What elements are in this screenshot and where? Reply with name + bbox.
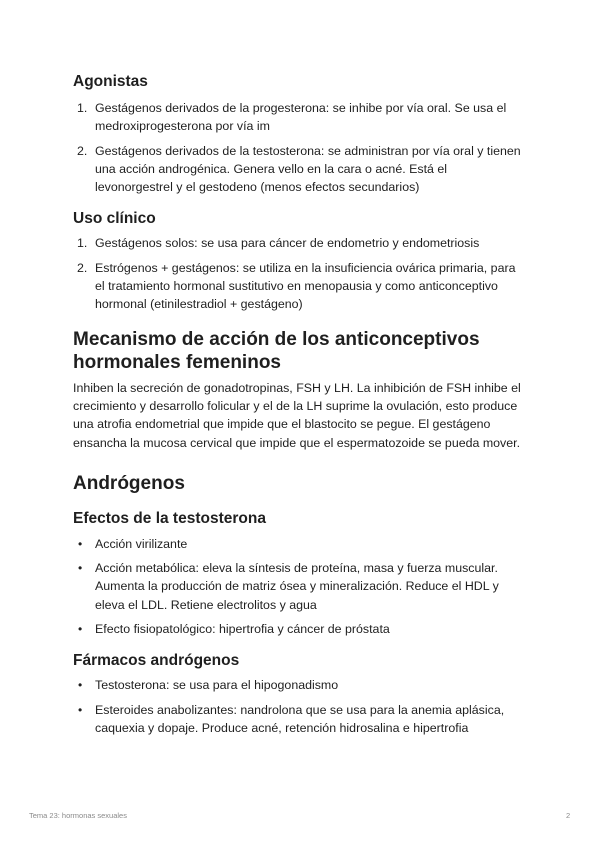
list-item-text: Acción virilizante xyxy=(95,536,188,551)
list-item xyxy=(73,259,528,314)
list-item-text: Estrógenos + gestágenos: se utiliza en la insuficiencia ovárica primaria, para el tratamiento hormonal sustitutivo en menopausia y como anticonceptivo hormonal (etinilestradiol + gestágeno) xyxy=(95,260,516,312)
list-uso-clinico xyxy=(73,234,528,313)
list-farmacos xyxy=(73,676,528,737)
list-agonistas xyxy=(73,99,528,196)
list-item xyxy=(73,535,528,553)
list-item xyxy=(73,676,528,694)
bullet-icon: • xyxy=(78,622,83,637)
list-efectos xyxy=(73,535,528,638)
bullet-icon: • xyxy=(78,678,83,693)
list-number: 1. xyxy=(77,101,88,115)
list-item xyxy=(73,99,528,136)
list-number: 2. xyxy=(77,260,88,275)
heading-androgenos: Andrógenos xyxy=(73,472,185,494)
list-item-text: Gestágenos derivados de la testosterona: se administran por vía oral y tienen una acción androgénica. Genera vello en la cara o acné. Está el levonorgestrel y el gestodeno (menos efectos secundarios) xyxy=(95,143,521,195)
list-item-text: Acción metabólica: eleva la síntesis de proteína, masa y fuerza muscular. Aumenta la producción de matriz ósea y mineralización. Reduce el HDL y eleva el LDL. Retiene electrolitos y agua xyxy=(95,561,499,612)
heading-mecanismo: Mecanismo de acción de los anticonceptivos hormonales femeninos xyxy=(73,328,480,373)
heading-farmacos: Fármacos andrógenos xyxy=(73,652,240,670)
bullet-icon: • xyxy=(78,536,83,551)
list-item-text: Gestágenos derivados de la progesterona: se inhibe por vía oral. Se usa el medroxiprogesterona por vía im xyxy=(95,101,507,134)
list-item-text: Esteroides anabolizantes: nandrolona que se usa para la anemia aplásica, caquexia y dopaje. Produce acné, retención hidrosalina e hipertrofia xyxy=(95,702,505,735)
list-item-text: Testosterona: se usa para el hipogonadismo xyxy=(95,678,339,693)
list-item xyxy=(73,620,528,638)
paragraph-mecanismo: Inhiben la secreción de gonadotropinas, FSH y LH. La inhibición de FSH inhibe el crecimiento y desarrollo folicular y el de la LH suprime la ovulación, esto produce una atrofia endometrial que impide que el blastocito se pegue. El gestágeno ensancha la mucosa cervical que impide que el espermatozoide se pueda mover. xyxy=(73,380,521,450)
bullet-icon: • xyxy=(78,561,83,576)
list-number: 2. xyxy=(77,143,88,158)
footer-title: Tema 23: hormonas sexuales xyxy=(29,811,127,820)
document-page xyxy=(73,70,528,737)
list-item xyxy=(73,234,528,252)
heading-uso-clinico: Uso clínico xyxy=(73,210,156,228)
list-number: 1. xyxy=(77,236,88,251)
heading-efectos: Efectos de la testosterona xyxy=(73,509,266,527)
list-item-text: Efecto fisiopatológico: hipertrofia y cáncer de próstata xyxy=(95,622,390,637)
footer-page-number: 2 xyxy=(566,811,571,820)
list-item xyxy=(73,559,528,614)
heading-agonistas: Agonistas xyxy=(73,73,148,90)
list-item xyxy=(73,142,528,197)
list-item-text: Gestágenos solos: se usa para cáncer de endometrio y endometriosis xyxy=(95,236,480,251)
bullet-icon: • xyxy=(78,702,83,717)
list-item xyxy=(73,701,528,738)
